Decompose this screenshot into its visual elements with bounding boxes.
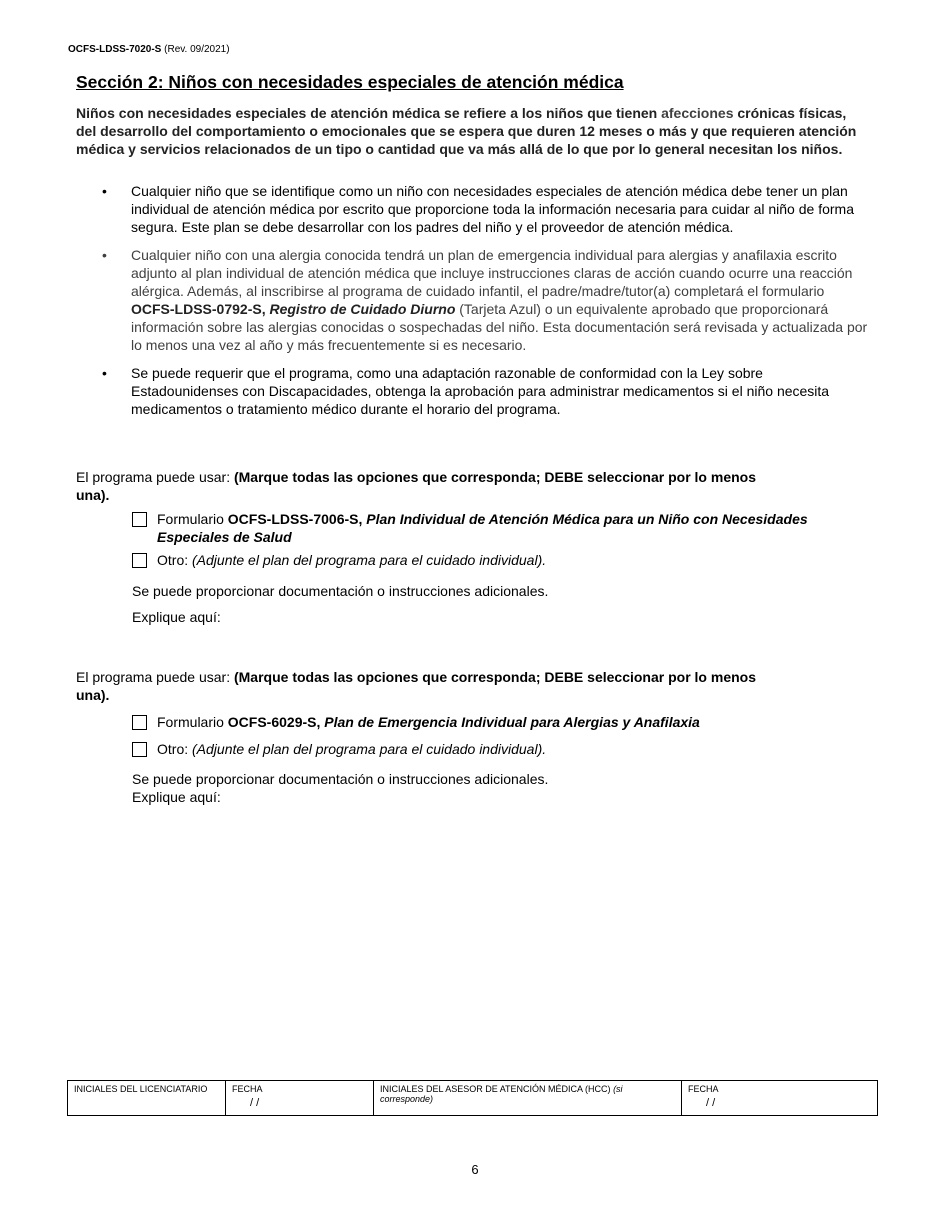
checkbox-other-2[interactable] bbox=[132, 742, 147, 757]
checkbox-other-1[interactable] bbox=[132, 553, 147, 568]
group2-prompt bbox=[76, 668, 776, 704]
group1-explain-label[interactable]: Explique aquí: bbox=[132, 609, 221, 625]
group2-option-6029[interactable] bbox=[132, 713, 832, 731]
bullet-text: Se puede requerir que el programa, como una adaptación razonable de conformidad con la Ley sobre Estadounidenses con Discapacidades, obtenga la aprobación para administrar medicamentos si el niño necesita medicamentos o tratamiento médico durante el horario del programa. bbox=[131, 365, 830, 417]
group2-explain-label[interactable]: Explique aquí: bbox=[132, 789, 221, 805]
bullet-text-continued: (Tarjeta Azul) o un equivalente aprobado que proporcionará información sobre las alergias conocidas o sospechadas del niño. Esta documentación será revisada y actualizada por lo menos una vez al año y más frecuentemente si es necesario. bbox=[131, 301, 868, 353]
option-form-code: OCFS-LDSS-7006-S, bbox=[227, 511, 363, 527]
bullet-text: Cualquier niño que se identifique como un niño con necesidades especiales de atención médica debe tener un plan individual de atención médica por escrito que proporcione toda la información necesaria para cuidar al niño de forma segura. Este plan se debe desarrollar con los padres del niño y el proveedor de atención médica. bbox=[131, 183, 854, 235]
option-label bbox=[157, 510, 832, 546]
form-code: OCFS-LDSS-7020-S bbox=[68, 44, 162, 55]
section-intro bbox=[76, 104, 866, 158]
form-title: Registro de Cuidado Diurno bbox=[269, 301, 456, 317]
prompt-lead: El programa puede usar: bbox=[76, 469, 234, 485]
bullet-icon: • bbox=[102, 247, 107, 263]
hcc-initials-label: INICIALES DEL ASESOR DE ATENCIÓN MÉDICA (HCC) bbox=[380, 1084, 611, 1094]
intro-part-a: Niños con necesidades especiales de atención médica se refiere a los niños que tienen bbox=[76, 105, 662, 121]
intro-part-c: crónicas físicas, del desarrollo del comportamiento o emocionales que se espera que duren 12 meses o más y que requieren atención médica y servicios relacionados de un tipo o cantidad que va más allá de lo que por lo general necesitan los niños. bbox=[76, 105, 857, 157]
date-label: FECHA bbox=[688, 1084, 719, 1094]
option-label bbox=[157, 713, 700, 731]
requirements-list bbox=[100, 182, 870, 428]
option-prefix: Otro: bbox=[157, 552, 193, 568]
form-identifier bbox=[68, 44, 230, 55]
bullet-icon: • bbox=[102, 365, 107, 381]
date-field-2[interactable] bbox=[682, 1081, 877, 1115]
prompt-instruction: (Marque todas las opciones que corresponda; DEBE seleccionar por lo menos una). bbox=[76, 469, 756, 503]
bullet-icon: • bbox=[102, 183, 107, 199]
date-label: FECHA bbox=[232, 1084, 263, 1094]
form-reference: OCFS-LDSS-0792-S, bbox=[131, 301, 266, 317]
checkbox-6029[interactable] bbox=[132, 715, 147, 730]
group1-prompt bbox=[76, 468, 776, 504]
list-item bbox=[100, 246, 870, 354]
group2-option-other[interactable] bbox=[132, 740, 832, 758]
date-field-1[interactable] bbox=[226, 1081, 374, 1115]
option-form-code: OCFS-6029-S, bbox=[227, 714, 321, 730]
group1-option-7006[interactable] bbox=[132, 510, 832, 546]
section-title: Sección 2: Niños con necesidades especiales de atención médica bbox=[76, 72, 624, 92]
list-item bbox=[100, 182, 870, 236]
prompt-lead: El programa puede usar: bbox=[76, 669, 234, 685]
licensee-initials-label: INICIALES DEL LICENCIATARIO bbox=[74, 1084, 208, 1094]
form-revision: (Rev. 09/2021) bbox=[164, 44, 230, 55]
hcc-initials-field[interactable] bbox=[374, 1081, 682, 1115]
initials-table bbox=[67, 1080, 878, 1116]
group1-additional-note: Se puede proporcionar documentación o instrucciones adicionales. bbox=[132, 583, 549, 599]
group2-additional-note: Se puede proporcionar documentación o instrucciones adicionales. bbox=[132, 771, 549, 787]
checkbox-7006[interactable] bbox=[132, 512, 147, 527]
intro-part-b: afecciones bbox=[661, 105, 734, 121]
bullet-text: Cualquier niño con una alergia conocida tendrá un plan de emergencia individual para alergias y anafilaxia escrito adjunto al plan individual de atención médica que incluye instrucciones claras de acción cuando ocurre una reacción alérgica. Además, al inscribirse al programa de cuidado infantil, el padre/madre/tutor(a) completará el formulario bbox=[131, 247, 853, 299]
option-prefix: Otro: bbox=[157, 741, 193, 757]
option-form-title: Plan de Emergencia Individual para Alergias y Anafilaxia bbox=[324, 714, 700, 730]
list-item bbox=[100, 364, 870, 418]
hcc-note: (si corresponde) bbox=[380, 1084, 623, 1104]
group1-option-other[interactable] bbox=[132, 551, 832, 569]
date-separators: / / bbox=[706, 1097, 716, 1109]
option-prefix: Formulario bbox=[157, 511, 228, 527]
option-label bbox=[157, 551, 546, 569]
page-number: 6 bbox=[471, 1162, 479, 1177]
date-separators: / / bbox=[250, 1097, 260, 1109]
prompt-instruction: (Marque todas las opciones que corresponda; DEBE seleccionar por lo menos una). bbox=[76, 669, 756, 703]
option-prefix: Formulario bbox=[157, 714, 228, 730]
option-form-title: Plan Individual de Atención Médica para un Niño con Necesidades Especiales de Salud bbox=[157, 511, 808, 545]
licensee-initials-field[interactable] bbox=[68, 1081, 226, 1115]
option-italic-note: (Adjunte el plan del programa para el cuidado individual). bbox=[192, 552, 547, 568]
option-label bbox=[157, 740, 546, 758]
option-italic-note: (Adjunte el plan del programa para el cuidado individual). bbox=[192, 741, 547, 757]
